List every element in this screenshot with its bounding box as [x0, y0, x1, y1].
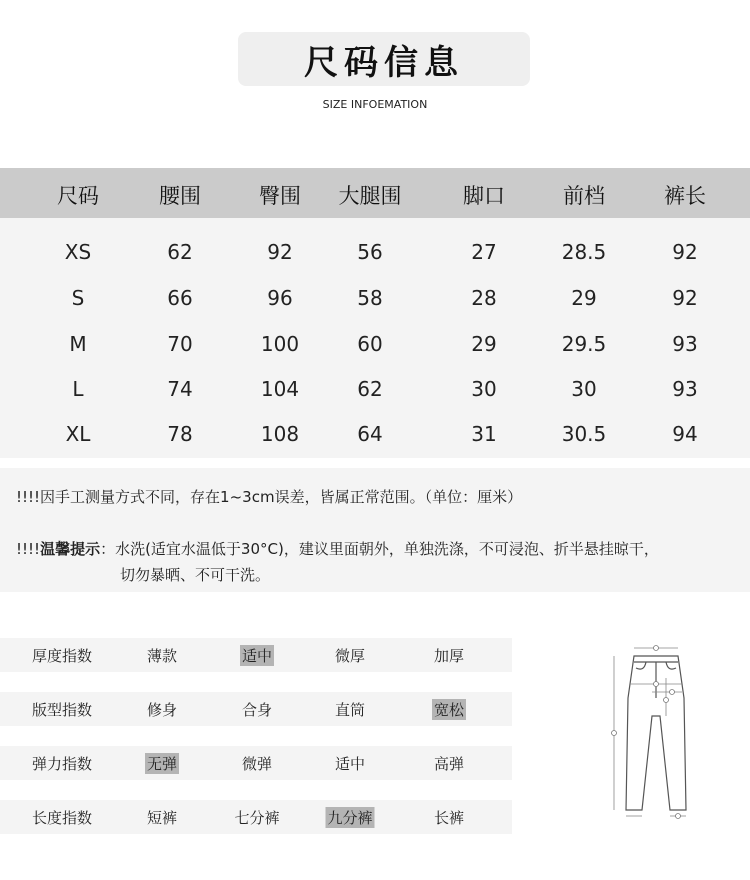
size-table-cell: 29.5: [561, 332, 607, 356]
index-row-label: 厚度指数: [31, 647, 93, 665]
index-option: 微厚: [334, 647, 366, 665]
index-row-label: 弹力指数: [31, 755, 93, 773]
index-row: [0, 692, 512, 726]
size-table-cell: 93: [672, 377, 698, 401]
size-table-cell: 31: [471, 422, 497, 446]
size-table-cell: 104: [260, 377, 300, 401]
note-measurement: !!!!因手工测量方式不同，存在1~3cm误差，皆属正常范围。（单位：厘米）: [16, 488, 523, 506]
note-care-continued: 切勿暴晒、不可干洗。: [120, 566, 271, 584]
size-table-cell: XL: [65, 422, 91, 446]
size-table-cell: 29: [471, 332, 497, 356]
size-table-cell: 78: [167, 422, 193, 446]
index-option: 修身: [146, 701, 178, 719]
size-table-column-header: 裤长: [664, 184, 706, 208]
size-table-cell: L: [72, 377, 84, 401]
index-option: 高弹: [433, 755, 465, 773]
note-care-text: ：水洗(适宜水温低于30°C)，建议里面朝外，单独洗涤，不可浸泡、折半悬挂晾干，: [100, 540, 659, 558]
index-row: [0, 746, 512, 780]
size-table-cell: 96: [267, 286, 293, 310]
size-table-cell: 64: [357, 422, 383, 446]
size-table-body: [0, 218, 750, 458]
size-table-cell: 28: [471, 286, 497, 310]
size-table-cell: 27: [471, 240, 497, 264]
size-table-cell: 100: [260, 332, 300, 356]
size-table-cell: M: [69, 332, 87, 356]
size-table-cell: 108: [260, 422, 300, 446]
size-table-cell: 93: [672, 332, 698, 356]
size-table-cell: 58: [357, 286, 383, 310]
index-option-selected: 宽松: [433, 701, 465, 719]
page-subtitle: SIZE INFOEMATION: [322, 98, 428, 111]
index-option-selected: 九分裤: [327, 809, 373, 827]
index-option: 薄款: [146, 647, 178, 665]
size-table-cell: 60: [357, 332, 383, 356]
notes-panel: [0, 468, 750, 592]
index-row-label: 长度指数: [31, 809, 93, 827]
index-option: 直筒: [334, 701, 366, 719]
pants-measurement-icon: [600, 638, 706, 820]
note-care-prefix: !!!!: [16, 540, 41, 558]
size-table-cell: XS: [64, 240, 92, 264]
size-table-cell: 62: [167, 240, 193, 264]
size-table-cell: 30: [471, 377, 497, 401]
size-table-cell: 66: [167, 286, 193, 310]
index-option: 微弹: [241, 755, 273, 773]
size-table-cell: 92: [267, 240, 293, 264]
index-row-label: 版型指数: [31, 701, 93, 719]
size-table-cell: 70: [167, 332, 193, 356]
index-row: [0, 800, 512, 834]
size-table-cell: 28.5: [561, 240, 607, 264]
size-table-cell: 30: [571, 377, 597, 401]
index-option: 加厚: [433, 647, 465, 665]
size-table-cell: 74: [167, 377, 193, 401]
index-option: 合身: [241, 701, 273, 719]
size-table-header: [0, 168, 750, 218]
note-care-label: 温馨提示: [40, 540, 101, 558]
size-table-cell: 92: [672, 240, 698, 264]
size-table-column-header: 脚口: [463, 184, 505, 208]
index-option: 适中: [334, 755, 366, 773]
index-option: 七分裤: [234, 809, 280, 827]
size-table-cell: 30.5: [561, 422, 607, 446]
page-title: 尺码信息: [304, 42, 464, 83]
index-row: [0, 638, 512, 672]
size-table-cell: S: [71, 286, 85, 310]
index-option: 长裤: [433, 809, 465, 827]
index-option-selected: 适中: [241, 647, 273, 665]
size-table-cell: 94: [672, 422, 698, 446]
size-table-cell: 62: [357, 377, 383, 401]
size-table-cell: 29: [571, 286, 597, 310]
size-table-column-header: 尺码: [57, 184, 99, 208]
size-table-column-header: 臀围: [259, 184, 301, 208]
size-table-cell: 92: [672, 286, 698, 310]
index-option: 短裤: [146, 809, 178, 827]
size-table-column-header: 大腿围: [338, 184, 402, 208]
size-table-column-header: 腰围: [159, 184, 201, 208]
note-care: [16, 538, 659, 559]
size-table-column-header: 前档: [563, 184, 605, 208]
index-option-selected: 无弹: [146, 755, 178, 773]
title-box: [238, 32, 530, 86]
size-table-cell: 56: [357, 240, 383, 264]
